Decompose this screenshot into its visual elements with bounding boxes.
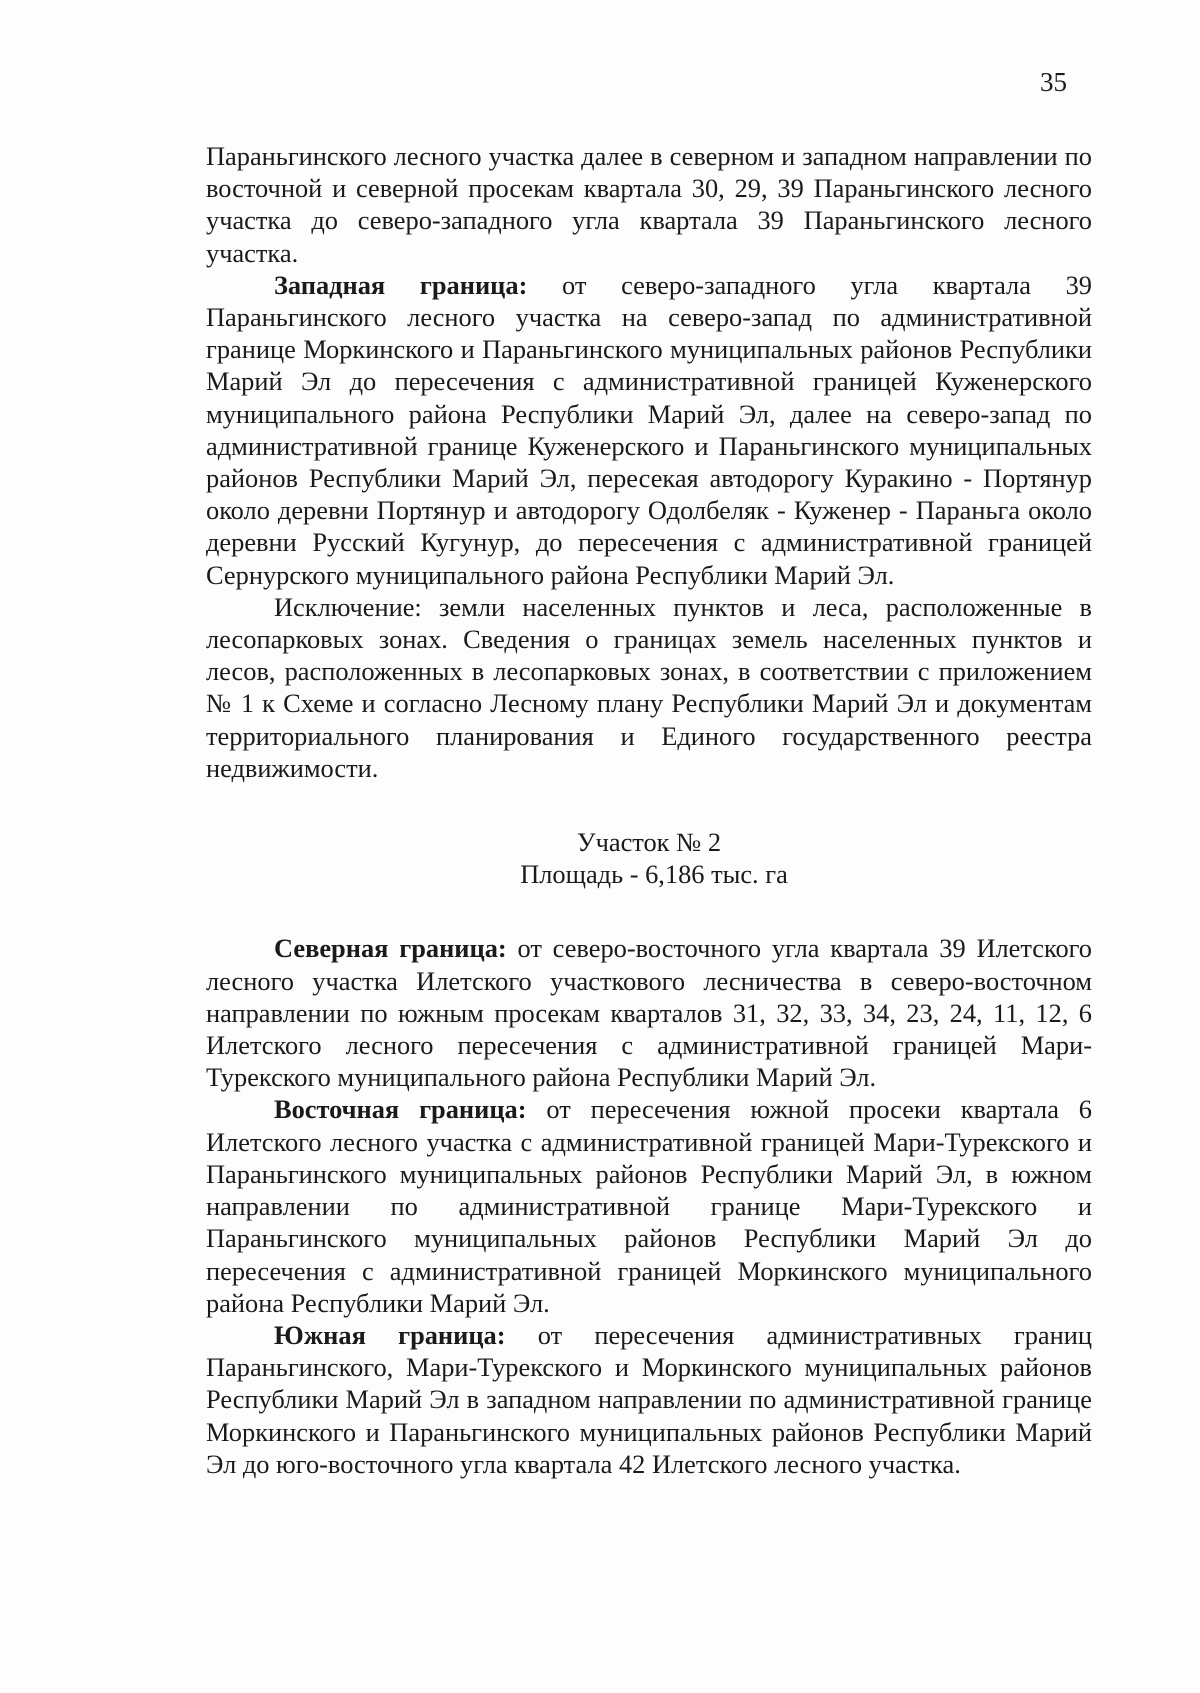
paragraph-text: Исключение: земли населенных пунктов и леса, расположенные в лесопарковых зонах. Сведения о границах земель населенных пунктов и лесов, расположенных в лесопарковых зонах, в соответствии с приложением № 1 к Схеме и согласно Лесному плану Республики Марий Эл и документам территориального планирования и Единого государственного реестра недвижимости. xyxy=(206,591,1092,783)
paragraph-lead: Западная граница: xyxy=(274,269,528,300)
paragraph-text: от пересечения административных границ Параньгинского, Мари-Турекского и Моркинского муниципальных районов Республики Марий Эл в западном направлении по административной границе Моркинского и Параньгинского муниципальных районов Республики Марий Эл до юго-восточного угла квартала 42 Илетского лесного участка. xyxy=(206,1319,1092,1479)
page-number: 35 xyxy=(1040,67,1067,97)
paragraph-western-boundary xyxy=(206,269,1092,591)
paragraph-eastern-boundary xyxy=(206,1093,1092,1318)
paragraph-continuation xyxy=(206,140,1092,269)
section-title: Участок № 2 xyxy=(576,827,722,858)
paragraph-lead: Восточная граница: xyxy=(274,1094,527,1125)
paragraph-text: от северо-западного угла квартала 39 Параньгинского лесного участка на северо-запад по административной границе Моркинского и Параньгинского муниципальных районов Республики Марий Эл до пересечения с административной границей Куженерского муниципального района Республики Марий Эл, далее на северо-запад по административной границе Куженерского и Параньгинского муниципальных районов Республики Марий Эл, пересекая автодорогу Куракино - Портянур около деревни Портянур и автодорогу Одолбеляк - Куженер - Параньга около деревни Русский Кугунур, до пересечения с административной границей Сернурского муниципального района Республики Марий Эл. xyxy=(206,269,1092,590)
paragraph-text: Параньгинского лесного участка далее в северном и западном направлении по восточной и северной просекам квартала 30, 29, 39 Параньгинского лесного участка до северо-западного угла квартала 39 Параньгинского лесного участка. xyxy=(206,141,1092,268)
paragraph-exception xyxy=(206,591,1092,784)
paragraph-northern-boundary xyxy=(206,932,1092,1093)
paragraph-text: от пересечения южной просеки квартала 6 Илетского лесного участка с административной границей Мари-Турекского и Параньгинского муниципальных районов Республики Марий Эл, в южном направлении по административной границе Мари-Турекского и Параньгинского муниципальных районов Республики Марий Эл до пересечения с административной границей Моркинского муниципального района Республики Марий Эл. xyxy=(206,1094,1092,1318)
paragraph-lead: Северная граница: xyxy=(274,933,507,964)
section-heading xyxy=(206,826,1092,890)
paragraph-southern-boundary xyxy=(206,1319,1092,1480)
document-body xyxy=(206,140,1092,1480)
paragraph-text: от северо-восточного угла квартала 39 Илетского лесного участка Илетского участкового лесничества в северо-восточном направлении по южным просекам кварталов 31, 32, 33, 34, 23, 24, 11, 12, 6 Илетского лесного пересечения с административной границей Мари-Турекского муниципального района Республики Марий Эл. xyxy=(206,933,1092,1093)
section-area: Площадь - 6,186 тыс. га xyxy=(520,859,788,890)
paragraph-lead: Южная граница: xyxy=(274,1319,506,1350)
